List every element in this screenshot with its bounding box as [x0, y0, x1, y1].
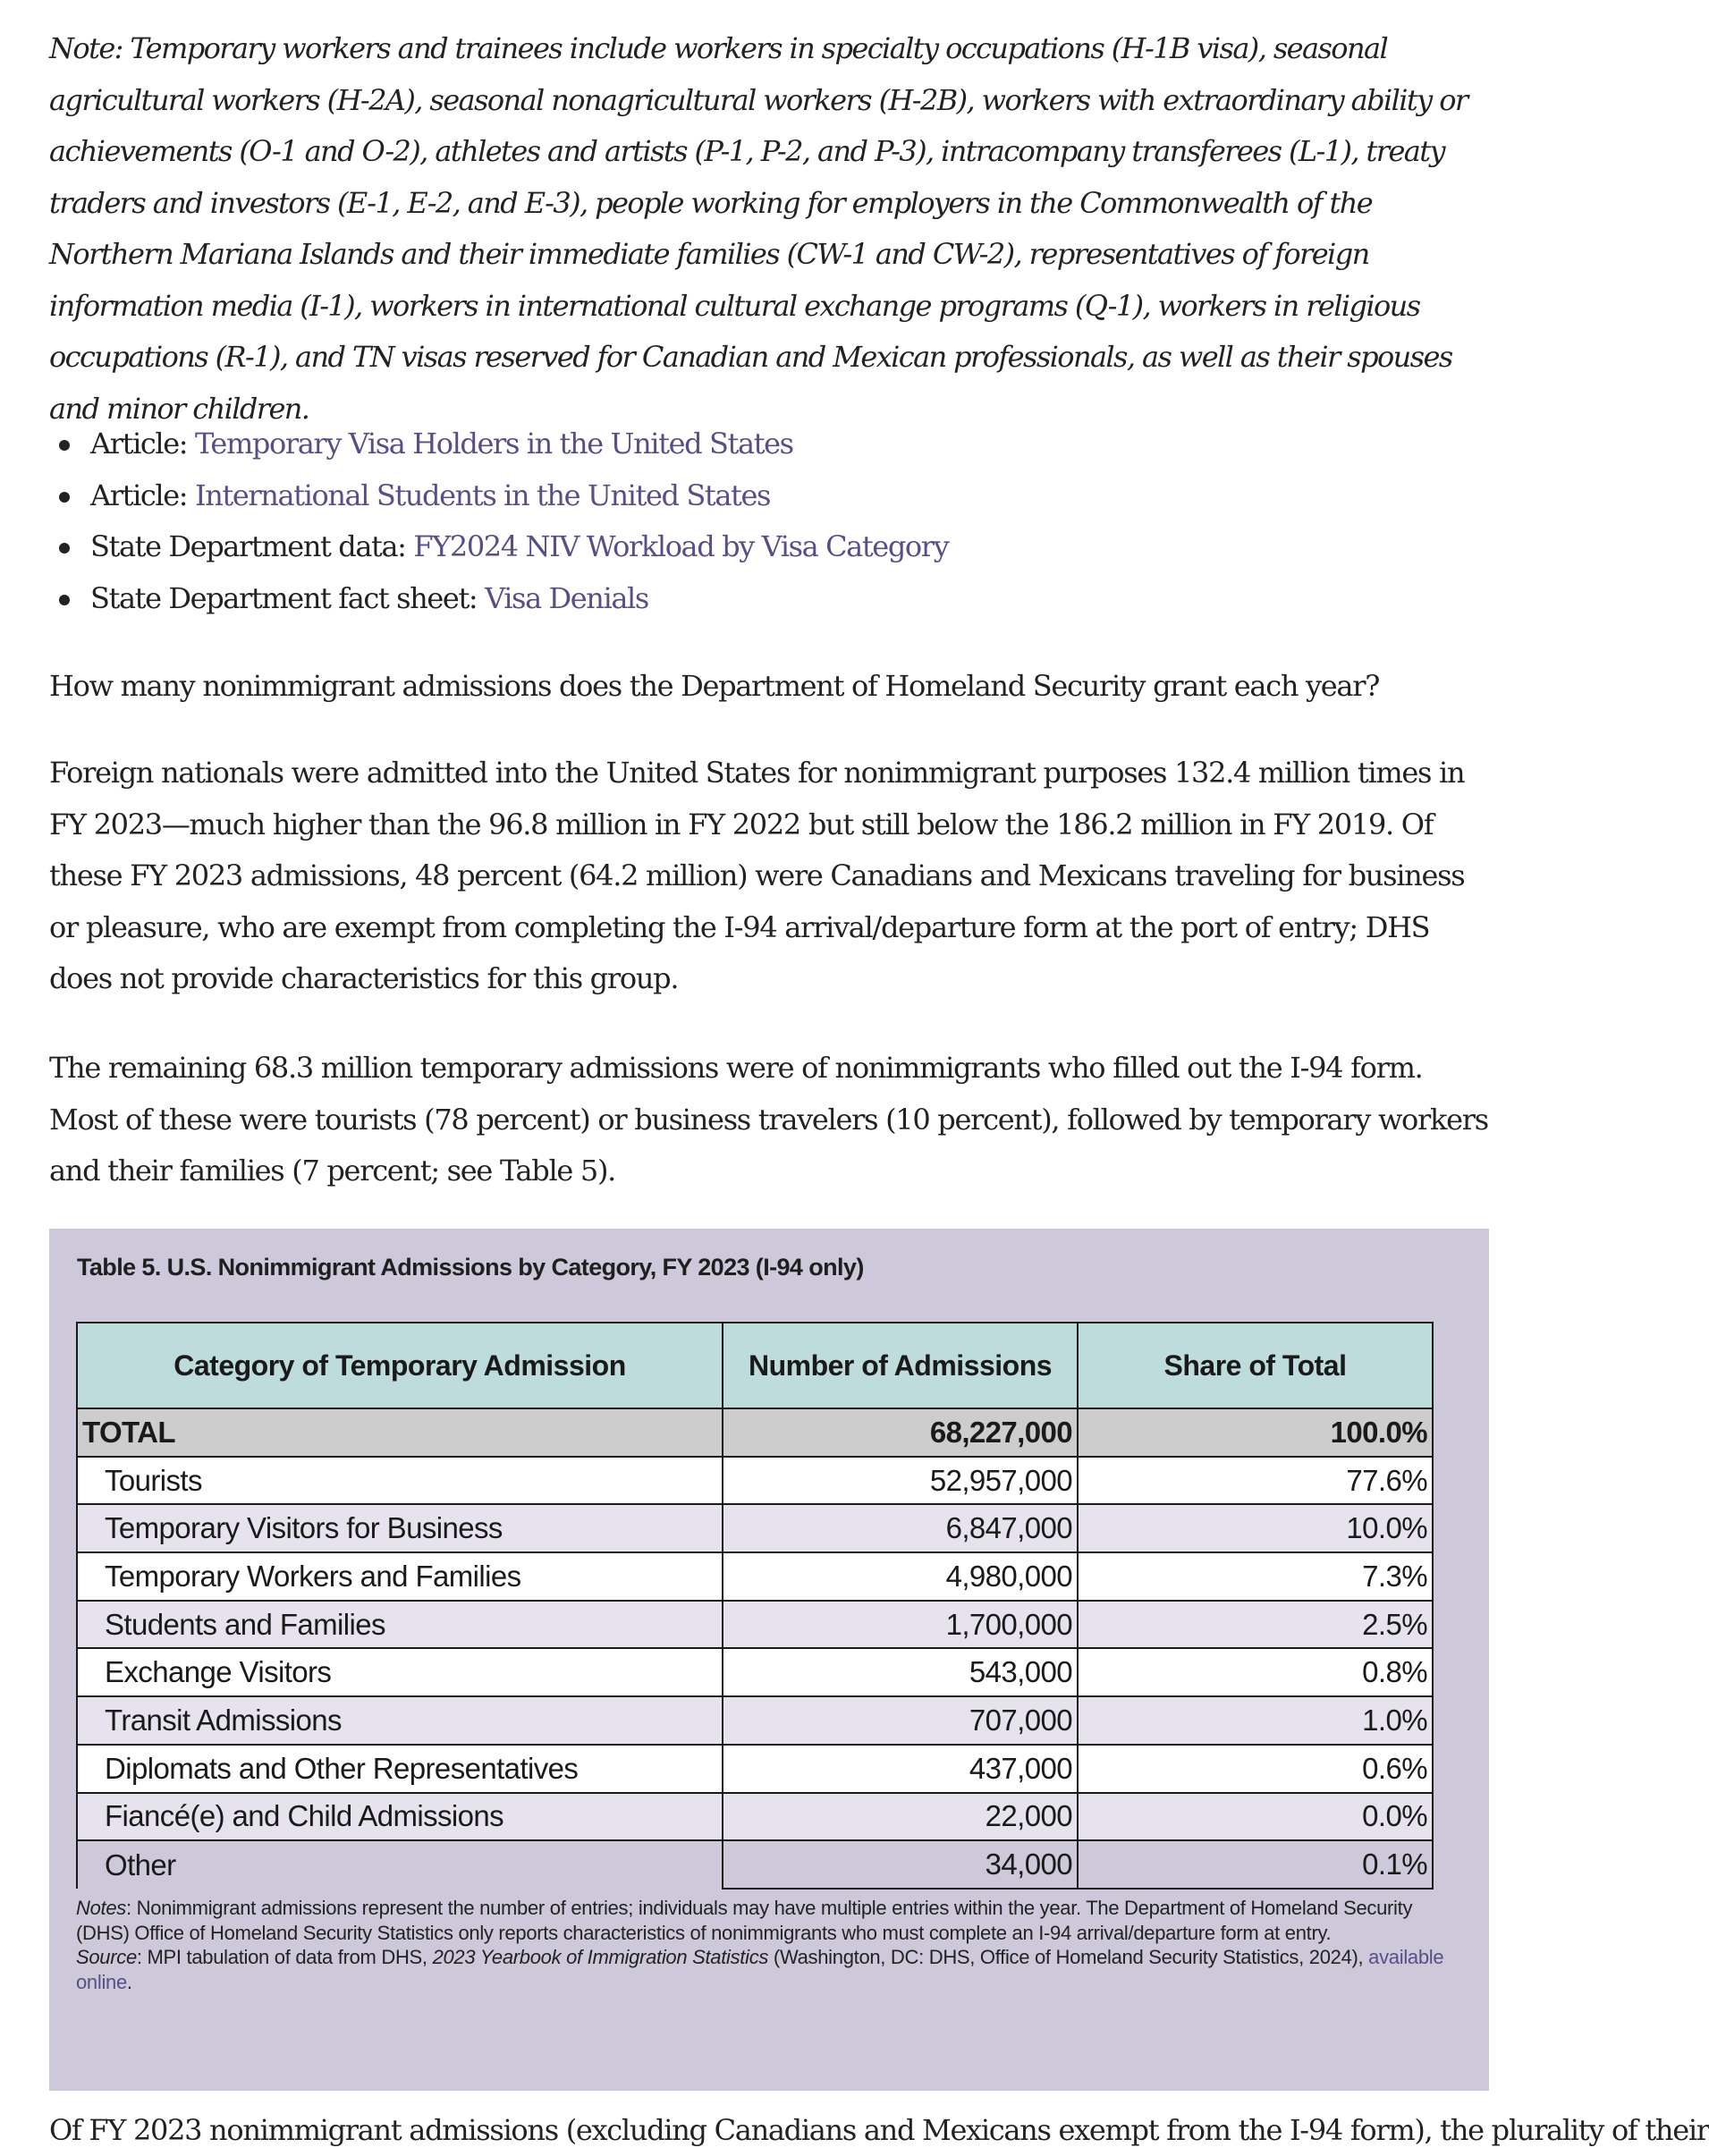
- table-row-total: [77, 1408, 1433, 1457]
- available-online-link[interactable]: available online: [76, 1946, 1444, 1993]
- link-prefix: State Department data:: [90, 529, 414, 563]
- source-text: : MPI tabulation of data from DHS,: [136, 1946, 433, 1968]
- admissions-cell: 68,227,000: [723, 1408, 1078, 1457]
- table-row: [77, 1793, 1433, 1841]
- link-prefix: State Department fact sheet:: [90, 580, 486, 615]
- list-item: [49, 419, 948, 470]
- category-cell: Diplomats and Other Representatives: [77, 1745, 723, 1793]
- share-cell: 0.0%: [1078, 1793, 1433, 1841]
- admissions-cell: 543,000: [723, 1648, 1078, 1696]
- body-paragraph: Foreign nationals were admitted into the United States for nonimmigrant purposes 132.4 million times in FY 2023—much higher than the 96.8 million in FY 2022 but still below the 186.2 million in FY 2019. Of these FY 2023 admissions, 48 percent (64.2 million) were Canadians and Mexicans traveling for business or pleasure, who are exempt from completing the I-94 arrival/departure form at the port of entry; DHS does not provide characteristics for this group.: [49, 756, 1465, 995]
- question-heading: How many nonimmigrant admissions does the Department of Homeland Security grant each year?: [49, 669, 1380, 703]
- category-cell: Temporary Visitors for Business: [77, 1504, 723, 1552]
- notes-text: : Nonimmigrant admissions represent the number of entries; individuals may have multiple entries within the year. The Department of Homeland Security (DHS) Office of Homeland Security Statistics only reports characteristics of nonimmigrants who must complete an I-94 arrival/departure form at entry.: [76, 1897, 1413, 1944]
- notes-label: Notes: [76, 1897, 126, 1919]
- admissions-cell: 707,000: [723, 1696, 1078, 1745]
- note-text: Note: Temporary workers and trainees include workers in specialty occupations (H-1B visa), seasonal agricultural workers (H-2A), seasonal nonagricultural workers (H-2B), workers with extraordinary ability or achievements (O-1 and O-2), athletes and artists (P-1, P-2, and P-3), intracompany transferees (L-1), treaty traders and investors (E-1, E-2, and E-3), people working for employers in the Commonwealth of the Northern Mariana Islands and their immediate families (CW-1 and CW-2), representatives of foreign information media (I-1), workers in international cultural exchange programs (Q-1), workers in religious occupations (R-1), and TN visas reserved for Canadian and Mexican professionals, as well as their spouses and minor children.: [49, 31, 1468, 426]
- category-cell: TOTAL: [77, 1408, 723, 1457]
- link-prefix: Article:: [90, 427, 195, 461]
- source-end: .: [126, 1970, 132, 1993]
- table-row: [77, 1601, 1433, 1649]
- share-cell: 100.0%: [1078, 1408, 1433, 1457]
- share-cell: 1.0%: [1078, 1696, 1433, 1745]
- list-item: [49, 521, 948, 573]
- truncated-paragraph: [49, 2110, 1709, 2147]
- admissions-cell: 34,000: [723, 1840, 1078, 1889]
- list-item: [49, 573, 948, 625]
- admissions-cell: 1,700,000: [723, 1601, 1078, 1649]
- table-header-row: [77, 1323, 1433, 1408]
- link-international-students[interactable]: International Students in the United States: [194, 478, 771, 512]
- source-line: [76, 1945, 1453, 1994]
- share-cell: 0.1%: [1078, 1840, 1433, 1889]
- table-title: Table 5. U.S. Nonimmigrant Admissions by Category, FY 2023 (I-94 only): [77, 1254, 864, 1281]
- table-row: [77, 1840, 1433, 1889]
- table-row: [77, 1504, 1433, 1552]
- share-cell: 7.3%: [1078, 1552, 1433, 1601]
- category-cell: Temporary Workers and Families: [77, 1552, 723, 1601]
- column-header-share: Share of Total: [1078, 1323, 1433, 1408]
- admissions-cell: 4,980,000: [723, 1552, 1078, 1601]
- source-label: Source: [76, 1946, 137, 1968]
- category-cell: Tourists: [77, 1457, 723, 1505]
- admissions-cell: 52,957,000: [723, 1457, 1078, 1505]
- table-row: [77, 1696, 1433, 1745]
- body-paragraph: The remaining 68.3 million temporary admissions were of nonimmigrants who filled out the I-94 form. Most of these were tourists (78 percent) or business travelers (10 percent), followed by temporary workers and their families (7 percent; see Table 5).: [49, 1051, 1488, 1188]
- admissions-cell: 22,000: [723, 1793, 1078, 1841]
- column-header-admissions: Number of Admissions: [723, 1323, 1078, 1408]
- table-row: [77, 1457, 1433, 1505]
- table-panel: [49, 1229, 1489, 2091]
- table-notes: [76, 1896, 1453, 1994]
- truncated-text: Of FY 2023 nonimmigrant admissions (excluding Canadians and Mexicans exempt from the I-94 form), the plurality of their: [49, 2113, 1709, 2147]
- share-cell: 10.0%: [1078, 1504, 1433, 1552]
- admissions-cell: 437,000: [723, 1745, 1078, 1793]
- related-links-list: [49, 419, 948, 624]
- source-title: 2023 Yearbook of Immigration Statistics: [432, 1946, 769, 1968]
- category-cell: Transit Admissions: [77, 1696, 723, 1745]
- share-cell: 2.5%: [1078, 1601, 1433, 1649]
- category-cell: Students and Families: [77, 1601, 723, 1649]
- link-visa-denials[interactable]: Visa Denials: [485, 580, 648, 615]
- table-row: [77, 1552, 1433, 1601]
- source-text: (Washington, DC: DHS, Office of Homeland Security Statistics, 2024),: [768, 1946, 1369, 1968]
- notes-line: [76, 1896, 1453, 1945]
- admissions-cell: 6,847,000: [723, 1504, 1078, 1552]
- link-temporary-visa-holders[interactable]: Temporary Visa Holders in the United States: [194, 427, 793, 461]
- category-cell: Exchange Visitors: [77, 1648, 723, 1696]
- table-row: [77, 1648, 1433, 1696]
- list-item: [49, 470, 948, 522]
- share-cell: 0.6%: [1078, 1745, 1433, 1793]
- share-cell: 0.8%: [1078, 1648, 1433, 1696]
- category-cell: Fiancé(e) and Child Admissions: [77, 1793, 723, 1841]
- admissions-table: [76, 1322, 1434, 1890]
- category-cell: Other: [77, 1840, 723, 1889]
- column-header-category: Category of Temporary Admission: [77, 1323, 723, 1408]
- note-paragraph: [49, 23, 1489, 435]
- table-row: [77, 1745, 1433, 1793]
- link-niv-workload[interactable]: FY2024 NIV Workload by Visa Category: [413, 529, 949, 563]
- share-cell: 77.6%: [1078, 1457, 1433, 1505]
- link-prefix: Article:: [90, 478, 195, 512]
